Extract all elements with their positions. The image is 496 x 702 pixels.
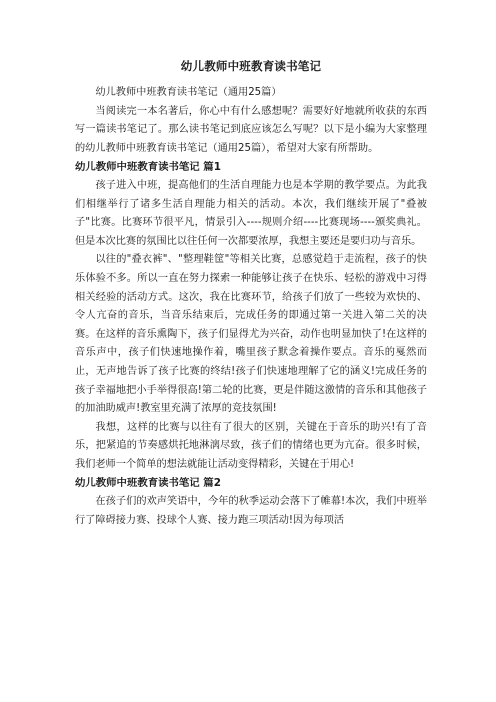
document-page bbox=[75, 58, 427, 530]
section-1-paragraph-1: 孩子进入中班，提高他们的生活自理能力也是本学期的教学要点。为此我们相继举行了诸多生活自理能力相关的活动。本次，我们继续开展了"叠被子"比赛。比赛环节很平凡，情景引入----规则介绍----比赛现场----颁奖典礼。但是本次比赛的氛围比以往任何一次都要浓厚，我想主要还是要归功与音乐。 bbox=[75, 179, 427, 247]
intro-subtitle: 幼儿教师中班教育读书笔记（通用25篇） bbox=[95, 87, 282, 98]
document-title: 幼儿教师中班教育读书笔记 bbox=[180, 59, 322, 73]
intro-paragraph: 当阅读完一本名著后，你心中有什么感想呢？需要好好地就所收获的东西写一篇读书笔记了。那么读书笔记到底应该怎么写呢？以下是小编为大家整理的幼儿教师中班教育读书笔记（通用25篇），希望对大家有所帮助。 bbox=[75, 105, 427, 154]
section-1-paragraph-3: 我想，这样的比赛与以往有了很大的区别，关键在于音乐的助兴!有了音乐，把紧追的节奏感烘托地淋漓尽致，孩子们的情绪也更为亢奋。很多时候，我们老师一个简单的想法就能让活动变得精彩，关键在于用心! bbox=[75, 421, 427, 470]
section-heading-1: 幼儿教师中班教育读书笔记 篇1 bbox=[75, 161, 221, 174]
section-heading-2: 幼儿教师中班教育读书笔记 篇2 bbox=[75, 477, 221, 490]
section-2-paragraph-1: 在孩子们的欢声笑语中，今年的秋季运动会落下了帷幕!本次，我们中班举行了障碍接力赛、投球个人赛、接力跑三项活动!因为每项活 bbox=[75, 496, 427, 526]
section-1-paragraph-2: 以往的"叠衣裤"、"整理鞋筐"等相关比赛，总感觉趋于走流程，孩子的快乐体验不多。所以一直在努力探索一种能够让孩子在快乐、轻松的游戏中习得相关经验的活动方式。这次，我在比赛环节，给孩子们放了一些较为欢快的、令人亢奋的音乐，当音乐结束后，完成任务的即通过第一关进入第二关的决赛。在这样的音乐熏陶下，孩子们显得尤为兴奋，动作也明显加快了!在这样的音乐声中，孩子们快速地操作着，嘴里孩子默念着操作要点。音乐的戛然而止，无声地告诉了孩子比赛的终结!孩子们快速地理解了它的涵义!完成任务的孩子幸福地把小手举得很高!第二轮的比赛，更是伴随这激情的音乐和其他孩子的加油助威声!教室里充满了浓厚的竞技氛围! bbox=[75, 254, 427, 415]
